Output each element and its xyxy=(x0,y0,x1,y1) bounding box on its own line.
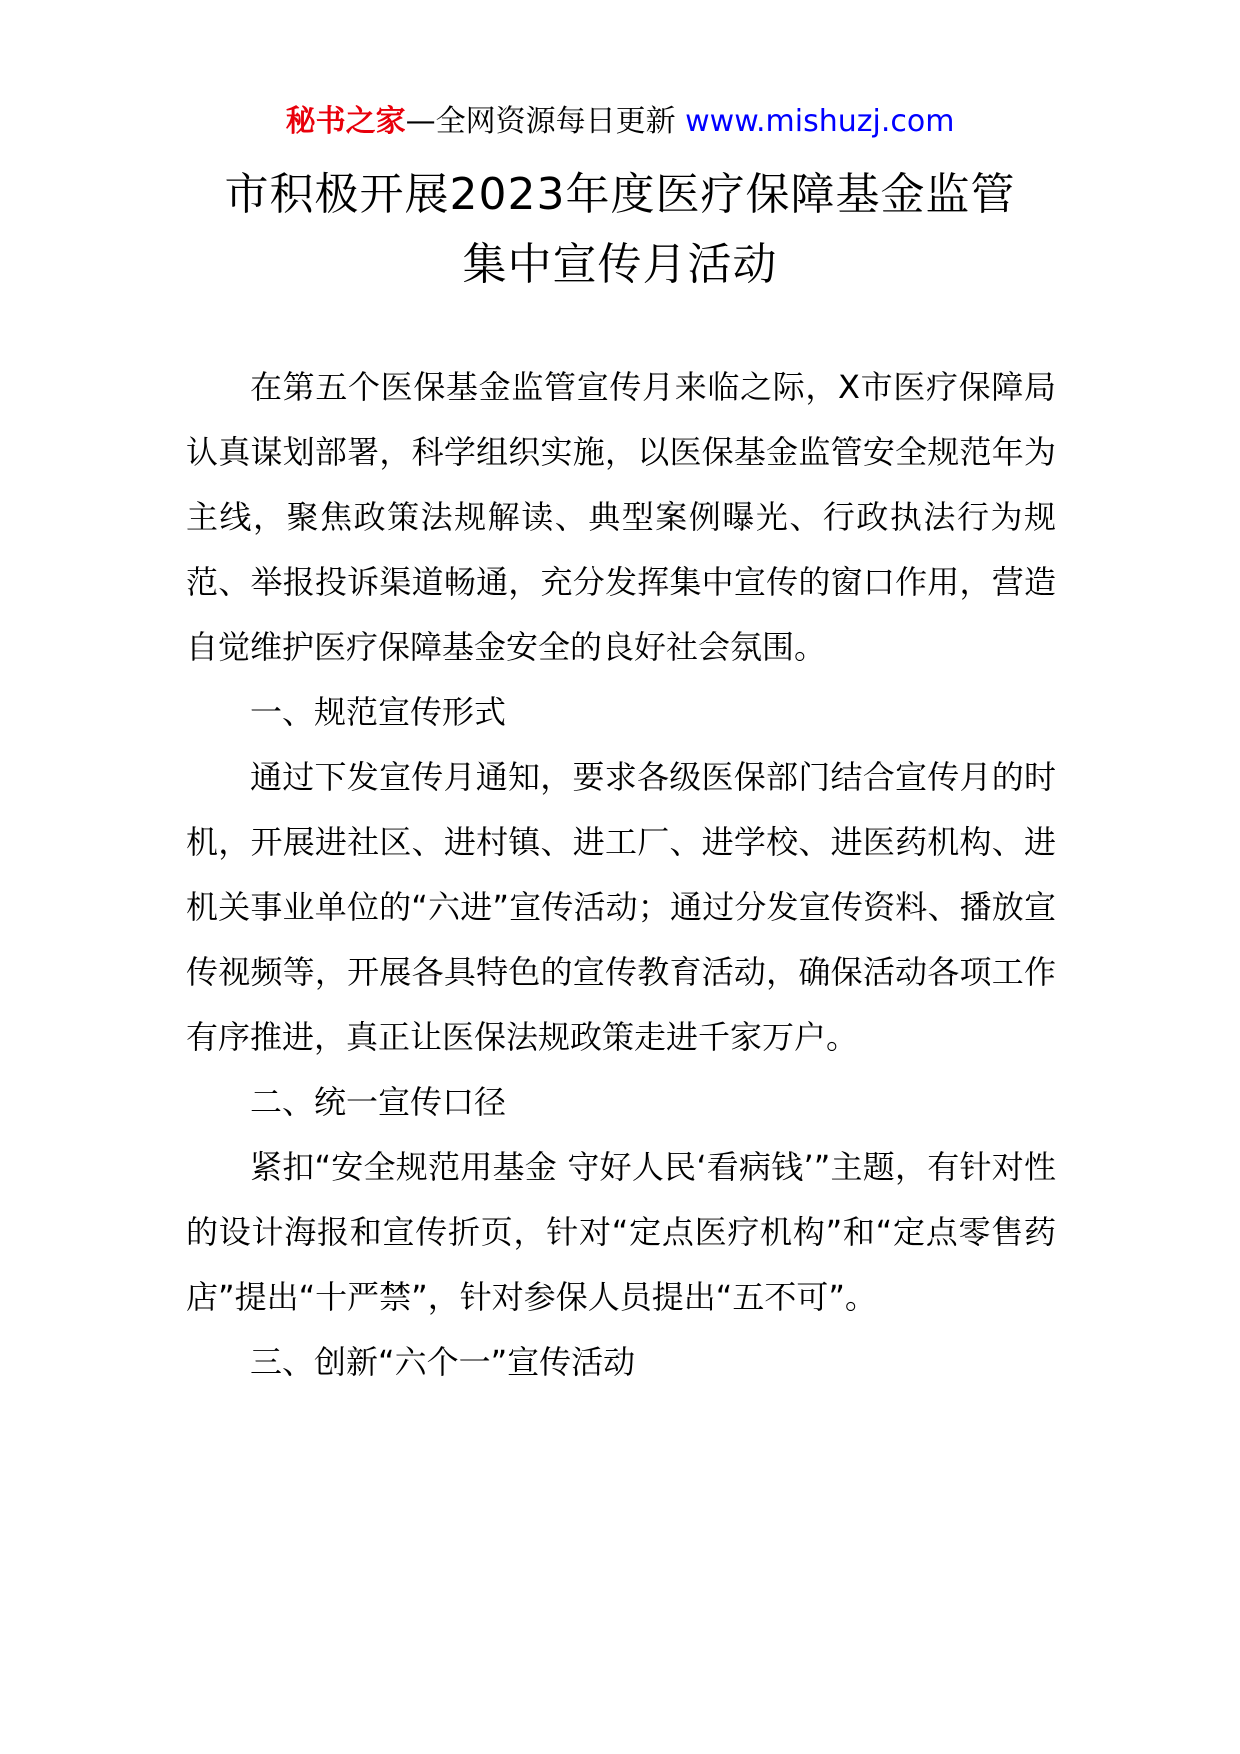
intro-paragraph: 在第五个医保基金监管宣传月来临之际，X市医疗保障局认真谋划部署，科学组织实施，以医保基金监管安全规范年为主线，聚焦政策法规解读、典型案例曝光、行政执法行为规范、举报投诉渠道畅通，充分发挥集中宣传的窗口作用，营造自觉维护医疗保障基金安全的良好社会氛围。 xyxy=(186,368,1056,666)
title-line-1: 市积极开展2023年度医疗保障基金监管 xyxy=(224,169,1016,220)
title-line-2: 集中宣传月活动 xyxy=(462,239,778,290)
section-heading-1: 一、规范宣传形式 xyxy=(250,693,507,731)
section-heading-3: 三、创新“六个一”宣传活动 xyxy=(250,1343,636,1381)
section-heading-2: 二、统一宣传口径 xyxy=(250,1083,507,1121)
header-slogan: —全网资源每日更新 xyxy=(405,104,676,139)
section-1-paragraph: 通过下发宣传月通知，要求各级医保部门结合宣传月的时机，开展进社区、进村镇、进工厂、进学校、进医药机构、进机关事业单位的“六进”宣传活动；通过分发宣传资料、播放宣传视频等，开展各具特色的宣传教育活动，确保活动各项工作有序推进，真正让医保法规政策走进千家万户。 xyxy=(186,758,1056,1056)
header-url-link[interactable]: www.mishuzj.com xyxy=(685,104,955,139)
site-header xyxy=(0,100,1240,144)
section-2-paragraph: 紧扣“安全规范用基金 守好人民‘看病钱’”主题，有针对性的设计海报和宣传折页，针对“定点医疗机构”和“定点零售药店”提出“十严禁”，针对参保人员提出“五不可”。 xyxy=(186,1148,1056,1316)
header-brand: 秘书之家 xyxy=(285,104,406,139)
document-body xyxy=(186,355,1056,1395)
document-title xyxy=(0,160,1240,300)
